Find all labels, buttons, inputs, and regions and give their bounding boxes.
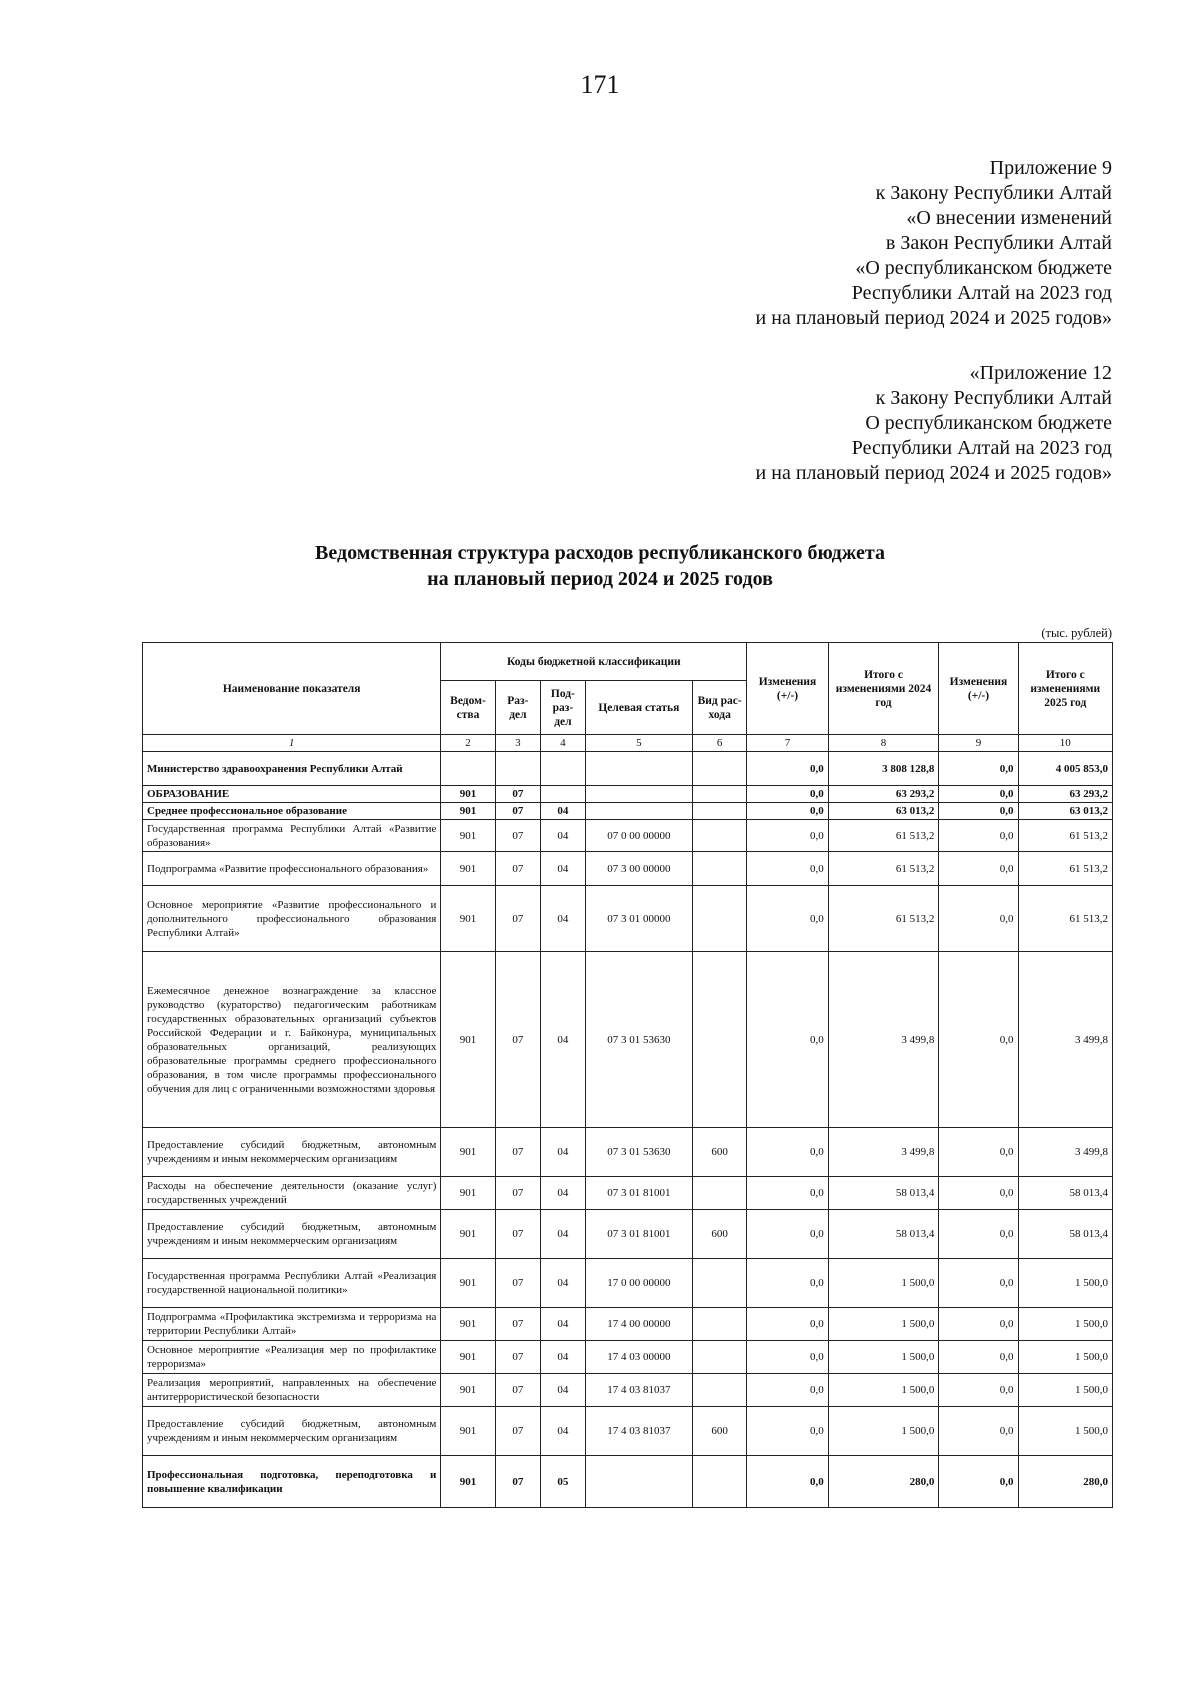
row-total-2025: 61 513,2	[1018, 886, 1112, 952]
header-total-2025: Итого с изменениями 2025 год	[1018, 643, 1112, 735]
row-total-2025: 1 500,0	[1018, 1374, 1112, 1407]
row-razdel: 07	[495, 1456, 541, 1508]
row-total-2024: 63 293,2	[828, 786, 939, 803]
row-ved: 901	[441, 1341, 495, 1374]
row-name: Предоставление субсидий бюджетным, автономным учреждениям и иным некоммерческим организациям	[143, 1407, 441, 1456]
header-razdel: Раз-дел	[495, 681, 541, 735]
row-vid: 600	[693, 1210, 747, 1259]
row-target: 07 3 01 53630	[585, 952, 692, 1128]
row-total-2025: 280,0	[1018, 1456, 1112, 1508]
row-target	[585, 752, 692, 786]
annex-line: и на плановый период 2024 и 2025 годов»	[755, 462, 1112, 484]
row-total-2024: 280,0	[828, 1456, 939, 1508]
header-total-2024: Итого с изменениями 2024 год	[828, 643, 939, 735]
table-row	[143, 952, 1113, 1128]
row-ved: 901	[441, 803, 495, 820]
row-razdel: 07	[495, 886, 541, 952]
row-ved: 901	[441, 1456, 495, 1508]
row-change-2025: 0,0	[939, 1210, 1018, 1259]
row-total-2024: 1 500,0	[828, 1374, 939, 1407]
row-razdel: 07	[495, 852, 541, 886]
row-razdel: 07	[495, 1259, 541, 1308]
row-total-2024: 63 013,2	[828, 803, 939, 820]
row-total-2024: 61 513,2	[828, 852, 939, 886]
row-change-2025: 0,0	[939, 1456, 1018, 1508]
row-target: 07 3 01 81001	[585, 1210, 692, 1259]
table-row	[143, 1128, 1113, 1177]
row-change-2024: 0,0	[747, 1259, 828, 1308]
row-change-2025: 0,0	[939, 1177, 1018, 1210]
row-name: Предоставление субсидий бюджетным, автономным учреждениям и иным некоммерческим организациям	[143, 1210, 441, 1259]
annex-header	[756, 156, 1112, 331]
row-target	[585, 803, 692, 820]
row-podrazdel: 04	[541, 1341, 585, 1374]
row-total-2025: 3 499,8	[1018, 1128, 1112, 1177]
annex-line: «Приложение 12	[969, 362, 1112, 384]
row-vid: 600	[693, 1407, 747, 1456]
table-row	[143, 752, 1113, 786]
row-change-2024: 0,0	[747, 1374, 828, 1407]
row-change-2025: 0,0	[939, 852, 1018, 886]
row-change-2025: 0,0	[939, 820, 1018, 852]
table-row	[143, 886, 1113, 952]
row-razdel: 07	[495, 952, 541, 1128]
row-change-2024: 0,0	[747, 1308, 828, 1341]
row-total-2025: 3 499,8	[1018, 952, 1112, 1128]
page-number: 171	[580, 70, 620, 99]
row-podrazdel: 04	[541, 1128, 585, 1177]
row-vid	[693, 786, 747, 803]
header-vid: Вид рас-хода	[693, 681, 747, 735]
row-ved: 901	[441, 786, 495, 803]
row-total-2025: 1 500,0	[1018, 1407, 1112, 1456]
row-total-2024: 58 013,4	[828, 1210, 939, 1259]
row-ved: 901	[441, 1308, 495, 1341]
row-target: 17 4 00 00000	[585, 1308, 692, 1341]
row-total-2024: 3 808 128,8	[828, 752, 939, 786]
row-podrazdel	[541, 786, 585, 803]
row-change-2025: 0,0	[939, 1407, 1018, 1456]
row-ved: 901	[441, 1259, 495, 1308]
column-number: 2	[441, 735, 495, 752]
column-number: 6	[693, 735, 747, 752]
row-name: Министерство здравоохранения Республики Алтай	[143, 752, 441, 786]
row-change-2025: 0,0	[939, 886, 1018, 952]
row-change-2024: 0,0	[747, 1341, 828, 1374]
row-change-2025: 0,0	[939, 1128, 1018, 1177]
table-row	[143, 1374, 1113, 1407]
row-vid	[693, 752, 747, 786]
row-ved: 901	[441, 1177, 495, 1210]
annex-line: и на плановый период 2024 и 2025 годов»	[755, 307, 1112, 329]
annex-line: О республиканском бюджете	[865, 412, 1112, 434]
row-podrazdel: 04	[541, 1259, 585, 1308]
column-number: 3	[495, 735, 541, 752]
annex-line: к Закону Республики Алтай	[875, 387, 1112, 409]
table-row	[143, 1210, 1113, 1259]
row-vid	[693, 1308, 747, 1341]
column-number: 4	[541, 735, 585, 752]
row-podrazdel: 04	[541, 886, 585, 952]
row-change-2024: 0,0	[747, 752, 828, 786]
row-podrazdel: 04	[541, 1177, 585, 1210]
row-ved: 901	[441, 1407, 495, 1456]
row-name: Реализация мероприятий, направленных на обеспечение антитеррористической безопасности	[143, 1374, 441, 1407]
annex-line: к Закону Республики Алтай	[875, 182, 1112, 204]
column-number: 5	[585, 735, 692, 752]
annex-line: «О внесении изменений	[906, 207, 1112, 229]
row-change-2024: 0,0	[747, 952, 828, 1128]
row-change-2025: 0,0	[939, 952, 1018, 1128]
row-vid	[693, 1259, 747, 1308]
row-name: Государственная программа Республики Алтай «Развитие образования»	[143, 820, 441, 852]
row-name: Ежемесячное денежное вознаграждение за классное руководство (кураторство) педагогическим работникам государственных образовательных организаций субъектов Российской Федерации и г. Байконура, муниципальных образовательных организаций, реализующих образовательные программы среднего профессионального образования, в том числе программы профессионального обучения для лиц с ограниченными возможностями здоровья	[143, 952, 441, 1128]
row-change-2025: 0,0	[939, 803, 1018, 820]
row-change-2024: 0,0	[747, 1128, 828, 1177]
row-razdel: 07	[495, 1177, 541, 1210]
row-total-2024: 1 500,0	[828, 1407, 939, 1456]
title-line: на плановый период 2024 и 2025 годов	[427, 568, 773, 590]
row-vid: 600	[693, 1128, 747, 1177]
row-name: Основное мероприятие «Развитие профессионального и дополнительного профессионального образования Республики Алтай»	[143, 886, 441, 952]
row-ved: 901	[441, 886, 495, 952]
table-row	[143, 1177, 1113, 1210]
row-razdel: 07	[495, 820, 541, 852]
annex-line: «О республиканском бюджете	[855, 257, 1112, 279]
row-razdel: 07	[495, 803, 541, 820]
row-total-2025: 1 500,0	[1018, 1341, 1112, 1374]
row-podrazdel: 04	[541, 1308, 585, 1341]
row-change-2024: 0,0	[747, 886, 828, 952]
row-change-2024: 0,0	[747, 1456, 828, 1508]
row-podrazdel	[541, 752, 585, 786]
row-vid	[693, 1374, 747, 1407]
column-number-row	[143, 735, 1113, 752]
row-podrazdel: 05	[541, 1456, 585, 1508]
row-total-2025: 58 013,4	[1018, 1210, 1112, 1259]
row-name: Профессиональная подготовка, переподготовка и повышение квалификации	[143, 1456, 441, 1508]
header-change-2025: Изменения (+/-)	[939, 643, 1018, 735]
row-ved	[441, 752, 495, 786]
row-total-2024: 1 500,0	[828, 1341, 939, 1374]
header-change-2024: Изменения (+/-)	[747, 643, 828, 735]
row-change-2024: 0,0	[747, 786, 828, 803]
row-vid	[693, 1456, 747, 1508]
row-name: Подпрограмма «Профилактика экстремизма и терроризма на территории Республики Алтай»	[143, 1308, 441, 1341]
row-change-2025: 0,0	[939, 1374, 1018, 1407]
row-name: Подпрограмма «Развитие профессионального образования»	[143, 852, 441, 886]
row-razdel: 07	[495, 1374, 541, 1407]
row-total-2025: 61 513,2	[1018, 820, 1112, 852]
units-note: (тыс. рублей)	[1041, 626, 1112, 640]
row-name: Расходы на обеспечение деятельности (оказание услуг) государственных учреждений	[143, 1177, 441, 1210]
row-target: 17 4 03 81037	[585, 1407, 692, 1456]
row-podrazdel: 04	[541, 820, 585, 852]
row-target: 07 0 00 00000	[585, 820, 692, 852]
row-razdel: 07	[495, 786, 541, 803]
row-target: 17 4 03 00000	[585, 1341, 692, 1374]
header-codes: Коды бюджетной классификации	[441, 643, 747, 681]
row-change-2024: 0,0	[747, 1407, 828, 1456]
document-title	[0, 540, 1200, 592]
table-row	[143, 1259, 1113, 1308]
column-number: 1	[143, 735, 441, 752]
row-target: 17 0 00 00000	[585, 1259, 692, 1308]
row-change-2024: 0,0	[747, 1210, 828, 1259]
row-vid	[693, 886, 747, 952]
row-podrazdel: 04	[541, 852, 585, 886]
row-total-2025: 63 013,2	[1018, 803, 1112, 820]
row-ved: 901	[441, 820, 495, 852]
table-row	[143, 1407, 1113, 1456]
row-name: Основное мероприятие «Реализация мер по профилактике терроризма»	[143, 1341, 441, 1374]
annex-line: Республики Алтай на 2023 год	[851, 282, 1112, 304]
row-vid	[693, 803, 747, 820]
row-razdel: 07	[495, 1210, 541, 1259]
column-number: 8	[828, 735, 939, 752]
row-total-2024: 61 513,2	[828, 820, 939, 852]
row-vid	[693, 820, 747, 852]
row-ved: 901	[441, 1128, 495, 1177]
row-podrazdel: 04	[541, 1374, 585, 1407]
row-name: Среднее профессиональное образование	[143, 803, 441, 820]
row-total-2025: 63 293,2	[1018, 786, 1112, 803]
table-row	[143, 820, 1113, 852]
row-change-2025: 0,0	[939, 1341, 1018, 1374]
row-total-2025: 1 500,0	[1018, 1259, 1112, 1308]
row-podrazdel: 04	[541, 1210, 585, 1259]
column-number: 9	[939, 735, 1018, 752]
row-change-2025: 0,0	[939, 1259, 1018, 1308]
row-change-2024: 0,0	[747, 1177, 828, 1210]
row-total-2024: 3 499,8	[828, 952, 939, 1128]
row-change-2024: 0,0	[747, 820, 828, 852]
row-total-2024: 58 013,4	[828, 1177, 939, 1210]
row-razdel	[495, 752, 541, 786]
row-total-2025: 1 500,0	[1018, 1308, 1112, 1341]
column-number: 7	[747, 735, 828, 752]
row-vid	[693, 1341, 747, 1374]
annex-line: в Закон Республики Алтай	[885, 232, 1112, 254]
row-ved: 901	[441, 952, 495, 1128]
table-row	[143, 852, 1113, 886]
table-row	[143, 1456, 1113, 1508]
row-podrazdel: 04	[541, 1407, 585, 1456]
row-podrazdel: 04	[541, 803, 585, 820]
row-target	[585, 786, 692, 803]
header-podrazdel: Под-раз-дел	[541, 681, 585, 735]
row-total-2024: 1 500,0	[828, 1308, 939, 1341]
title-line: Ведомственная структура расходов республиканского бюджета	[315, 542, 885, 564]
row-target: 07 3 01 00000	[585, 886, 692, 952]
row-razdel: 07	[495, 1341, 541, 1374]
row-razdel: 07	[495, 1308, 541, 1341]
row-change-2025: 0,0	[939, 786, 1018, 803]
row-target: 07 3 00 00000	[585, 852, 692, 886]
annex-line: Республики Алтай на 2023 год	[851, 437, 1112, 459]
row-name: Государственная программа Республики Алтай «Реализация государственной национальной политики»	[143, 1259, 441, 1308]
table-row	[143, 1308, 1113, 1341]
budget-table	[142, 642, 1113, 1508]
row-change-2025: 0,0	[939, 1308, 1018, 1341]
row-name: ОБРАЗОВАНИЕ	[143, 786, 441, 803]
row-vid	[693, 852, 747, 886]
row-target	[585, 1456, 692, 1508]
row-ved: 901	[441, 852, 495, 886]
row-total-2024: 3 499,8	[828, 1128, 939, 1177]
row-total-2025: 61 513,2	[1018, 852, 1112, 886]
row-name: Предоставление субсидий бюджетным, автономным учреждениям и иным некоммерческим организациям	[143, 1128, 441, 1177]
row-razdel: 07	[495, 1128, 541, 1177]
row-ved: 901	[441, 1374, 495, 1407]
header-target: Целевая статья	[585, 681, 692, 735]
row-total-2025: 58 013,4	[1018, 1177, 1112, 1210]
row-total-2025: 4 005 853,0	[1018, 752, 1112, 786]
column-number: 10	[1018, 735, 1112, 752]
row-total-2024: 61 513,2	[828, 886, 939, 952]
header-ved: Ведом-ства	[441, 681, 495, 735]
annex-original-header	[756, 361, 1112, 486]
row-target: 07 3 01 81001	[585, 1177, 692, 1210]
table-row	[143, 803, 1113, 820]
table-row	[143, 1341, 1113, 1374]
annex-line: Приложение 9	[989, 157, 1112, 179]
row-change-2024: 0,0	[747, 803, 828, 820]
row-vid	[693, 1177, 747, 1210]
row-ved: 901	[441, 1210, 495, 1259]
row-total-2024: 1 500,0	[828, 1259, 939, 1308]
row-razdel: 07	[495, 1407, 541, 1456]
table-row	[143, 786, 1113, 803]
row-change-2025: 0,0	[939, 752, 1018, 786]
row-podrazdel: 04	[541, 952, 585, 1128]
row-vid	[693, 952, 747, 1128]
header-name: Наименование показателя	[143, 643, 441, 735]
row-target: 07 3 01 53630	[585, 1128, 692, 1177]
row-change-2024: 0,0	[747, 852, 828, 886]
row-target: 17 4 03 81037	[585, 1374, 692, 1407]
